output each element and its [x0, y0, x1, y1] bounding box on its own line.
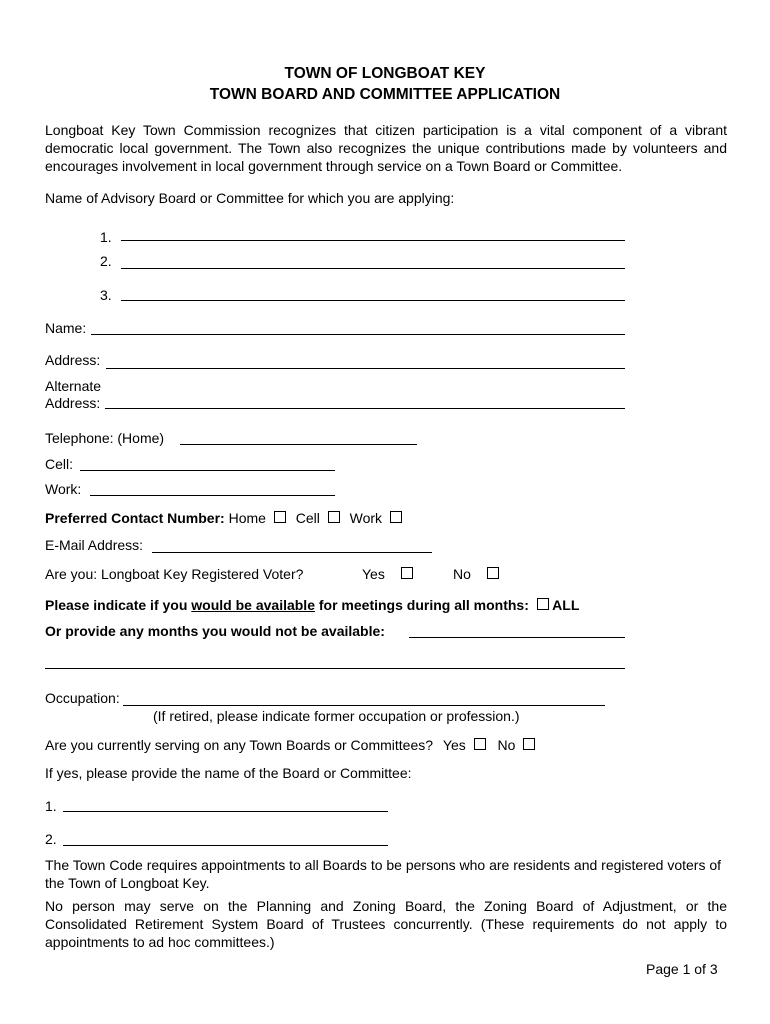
preferred-home-checkbox[interactable] — [274, 511, 286, 523]
voter-no-label: No — [453, 566, 471, 582]
board-prompt: Name of Advisory Board or Committee for which you are applying: — [45, 190, 455, 206]
voter-yes-label: Yes — [362, 566, 385, 582]
serving-item-2-field[interactable] — [63, 845, 388, 846]
address-label: Address: — [45, 352, 101, 368]
cell-label: Cell: — [45, 456, 74, 472]
board-choice-2-label: 2. — [100, 253, 112, 269]
preferred-cell-label: Cell — [295, 510, 320, 526]
serving-no-checkbox[interactable] — [523, 738, 535, 750]
voter-yes-checkbox[interactable] — [401, 567, 413, 579]
telephone-field[interactable] — [180, 444, 417, 445]
serving-row — [45, 737, 535, 754]
serving-question: Are you currently serving on any Town Boards or Committees? — [45, 737, 434, 753]
preferred-home-label: Home — [228, 510, 266, 526]
board-choice-1-label: 1. — [100, 229, 112, 245]
board-choice-3-field[interactable] — [121, 300, 625, 301]
availability-suffix: for meetings during all months: — [314, 597, 529, 613]
serving-item-1-label: 1. — [45, 798, 57, 814]
serving-yes-checkbox[interactable] — [474, 738, 486, 750]
work-label: Work: — [45, 481, 82, 497]
voter-yes-option — [362, 566, 413, 583]
availability-all-checkbox[interactable] — [537, 598, 549, 610]
name-label: Name: — [45, 320, 87, 336]
board-choice-3-label: 3. — [100, 287, 112, 303]
preferred-work-checkbox[interactable] — [390, 511, 402, 523]
serving-yes-label: Yes — [442, 737, 466, 753]
serving-item-1-field[interactable] — [63, 811, 388, 812]
alternate-label-line2: Address: — [45, 395, 101, 411]
availability-prefix: Please indicate if you — [45, 597, 192, 613]
alternate-label-line1: Alternate — [45, 378, 102, 394]
title-line-2: TOWN BOARD AND COMMITTEE APPLICATION — [209, 86, 561, 103]
occupation-field[interactable] — [123, 705, 605, 706]
serving-followup: If yes, please provide the name of the Board or Committee: — [45, 765, 412, 781]
cell-field[interactable] — [80, 470, 335, 471]
availability-underlined: would be available — [191, 597, 315, 613]
voter-question: Are you: Longboat Key Registered Voter? — [45, 566, 304, 582]
preferred-work-label: Work — [349, 510, 383, 526]
serving-no-label: No — [497, 737, 516, 753]
preferred-contact-label: Preferred Contact Number: — [45, 510, 225, 526]
name-field[interactable] — [91, 334, 625, 335]
availability-row — [45, 597, 579, 614]
occupation-note: (If retired, please indicate former occupation or profession.) — [153, 708, 520, 724]
preferred-cell-checkbox[interactable] — [328, 511, 340, 523]
occupation-label: Occupation: — [45, 690, 120, 706]
intro-paragraph: Longboat Key Town Commission recognizes that citizen participation is a vital component of a vibrant democratic local government. The Town also recognizes the unique contributions made by volunteers and encourages involvement in local government through service on a Town Board or Committee. — [45, 122, 727, 174]
requirements-paragraph-2: No person may serve on the Planning and Zoning Board, the Zoning Board of Adjustment, or the Consolidated Retirement System Board of Trustees concurrently. (These requirements do not apply to appointments to ad hoc committees.) — [45, 898, 727, 950]
email-field[interactable] — [152, 552, 432, 553]
months-prompt: Or provide any months you would not be available: — [45, 623, 385, 639]
board-choice-2-field[interactable] — [121, 268, 625, 269]
telephone-label: Telephone: (Home) — [45, 430, 165, 446]
email-label: E-Mail Address: — [45, 537, 144, 553]
serving-item-2-label: 2. — [45, 831, 57, 847]
page-number: Page 1 of 3 — [646, 961, 718, 977]
months-field-continued[interactable] — [45, 668, 625, 669]
work-field[interactable] — [90, 495, 335, 496]
voter-no-option — [453, 566, 499, 583]
preferred-contact-row — [45, 510, 402, 527]
months-field[interactable] — [409, 637, 625, 638]
alternate-address-field[interactable] — [105, 408, 625, 409]
voter-no-checkbox[interactable] — [487, 567, 499, 579]
title-line-1: TOWN OF LONGBOAT KEY — [284, 65, 486, 82]
availability-all-label: ALL — [552, 597, 580, 613]
address-field[interactable] — [106, 368, 625, 369]
requirements-paragraph-1: The Town Code requires appointments to all Boards to be persons who are residents and registered voters of the Town of Longboat Key. — [45, 857, 722, 891]
board-choice-1-field[interactable] — [121, 240, 625, 241]
